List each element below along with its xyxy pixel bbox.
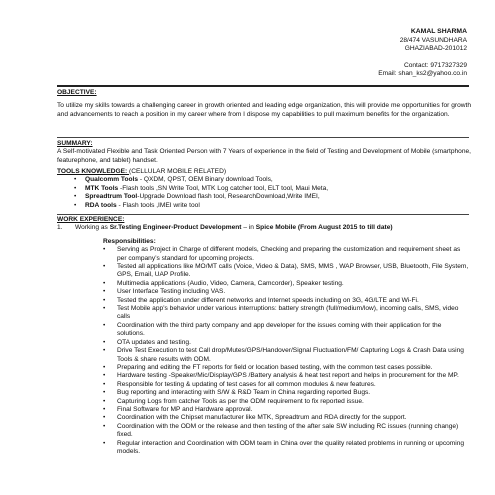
list-item [57,176,471,184]
tool-desc: -Upgrade Download flash tool, ResearchDownload,Write IMEI, [137,193,320,201]
contact-block [378,28,467,79]
contact-phone: Contact: 9717327329 [403,61,467,69]
list-item: • Preparing and editing the FT reports for field or location based testing, with the common test cases possible. [57,364,471,372]
tool-desc: - QXDM, QPST, OEM Binary download Tools, [138,176,273,184]
job-company: Spice Mobile (From August 2015 to till date) [255,224,393,232]
list-item: • Coordination with the third party company and app developer for the issues coming with their application for the solutions. [57,322,471,339]
objective-section [57,89,471,119]
list-item: • Capturing Logs from catcher Tools as per the ODM requirement to fix reported issue. [57,398,471,406]
contact-email: Email: shan_ks2@yahoo.co.in [378,70,467,78]
list-item: • Responsible for testing & updating of test cases for all common modules & new features. [57,381,471,389]
tool-name: MTK Tools [85,184,119,192]
objective-text: To utilize my skills towards a challenging career in growth oriented and leading edge organization, this will provide me opportunities for growth and advancements to reach a position in my career where from I dispose my capabilities to pull maximum benefits for the organization. [57,102,471,118]
job-entry [57,224,471,232]
list-item: • Serving as Project in Charge of different models, Checking and preparing the customization and requirement sheet as per company’s standard for upcoming projects. [57,246,471,263]
responsibilities-heading: Responsibilities: [103,237,156,245]
tools-heading: TOOLS KNOWLEDGE: [57,168,130,175]
job-separator: – in [241,224,256,232]
list-item: • Tested all applications like MO/MT calls (Voice, Video & Data), SMS, MMS , WAP Browser, USB, Bluetooth, File System, GPS, Email, UAP Profile. [57,263,471,280]
header-divider [57,85,469,87]
list-item: • Regular interaction and Coordination with ODM team in China over the quality related problems in running or upcoming models. [57,440,471,457]
address-line-2: GHAZIABAD-201012 [404,45,467,53]
list-item: • Bug reporting and interacting with S/W & R&D Team in China regarding reported Bugs. [57,389,471,397]
list-item: • OTA updates and testing. [57,339,471,347]
section-divider [57,214,469,215]
responsibilities-list [57,246,471,456]
candidate-name: KAMAL SHARMA [410,28,467,35]
tools-list [57,176,471,210]
tool-desc: -Flash tools ,SN Write Tool, MTK Log catcher tool, ELT tool, Maui Meta, [118,184,329,192]
work-section [57,216,471,456]
list-item: • Coordination with the Chipset manufacturer like MTK, Spreadtrum and RDA directly for the support. [57,414,471,422]
work-heading: WORK EXPERIENCE: [57,216,125,223]
list-item: • Tested the application under different networks and Internet speeds including on 3G, 4G/LTE and Wi-Fi. [57,297,471,305]
list-item: • Hardware testing -Speaker/Mic/Display/GPS /Battery analysis & heat test report and helps in procurement for the MP. [57,372,471,380]
tools-section [57,168,471,210]
summary-section [57,140,471,165]
list-item: • Multimedia applications (Audio, Video, Camera, Camcorder), Speaker testing. [57,280,471,288]
job-title: Sr.Testing Engineer-Product Development [109,224,242,232]
tool-name: Qualcomm Tools [85,176,139,184]
tools-heading-suffix: (CELLULAR MOBILE RELATED) [129,168,227,175]
list-item [57,185,471,193]
summary-text: A Self-motivated Flexible and Task Oriented Person with 7 Years of experience in the field of Testing and Development of Mobile (smartphone, featurephone, and tablet) handset. [57,148,471,164]
job-prefix: Working as [75,224,110,232]
list-item: • Drive Test Execution to test Call drop/Mutes/GPS/Handover/Signal Fluctuation/FM/ Capturing Logs & Crash Data using Tools & share results with ODM. [57,347,471,364]
section-divider [57,137,469,138]
list-item: • User Interface Testing including VAS. [57,288,471,296]
summary-heading: SUMMARY: [57,140,93,147]
address-line-1: 28/474 VASUNDHARA [399,36,467,44]
list-item: • Test Mobile app’s behavior under various interruptions: battery strength (full/medium/low), incoming calls, SMS, video calls [57,305,471,322]
list-item [57,193,471,201]
tool-name: RDA tools [85,201,117,209]
tool-desc: - Flash tools ,IMEI write tool [116,201,200,209]
list-item: • Coordination with the ODM or the release and then testing of the after sale SW including RC issues (running change) fixed. [57,423,471,440]
list-item [57,202,471,210]
list-item: • Final Software for MP and Hardware approval. [57,406,471,414]
tool-name: Spreadtrum Tool [85,193,138,201]
objective-heading: OBJECTIVE: [57,89,97,96]
job-number: 1. [57,224,63,232]
